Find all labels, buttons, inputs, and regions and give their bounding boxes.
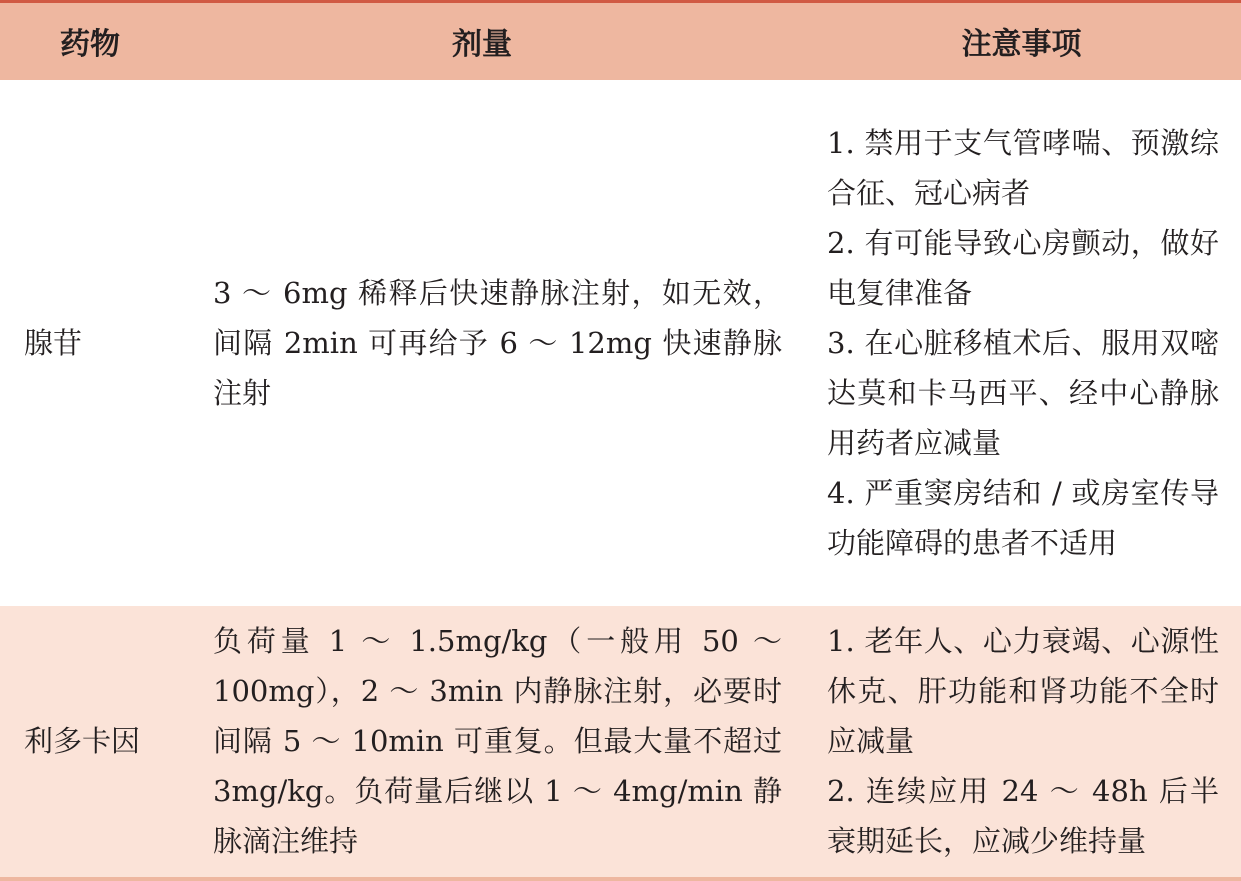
note-item: 2. 有可能导致心房颤动，做好电复律准备 (827, 225, 1219, 310)
drug-dose: 负荷量 1 ～ 1.5mg/kg（一般用 50 ～ 100mg），2 ～ 3min 内静脉注射，必要时间隔 5 ～ 10min 可重复。但最大量不超过 3mg/kg。负荷量后继以 1 ～ 4mg/min 静脉滴注维持 (190, 606, 802, 879)
drug-name: 腺苷 (24, 325, 83, 360)
header-notes: 注意事项 (802, 2, 1241, 80)
header-row (0, 2, 1241, 80)
table-body (0, 80, 1241, 879)
header-drug: 药物 (0, 2, 190, 80)
table-row (0, 606, 1241, 879)
note-item: 2. 连续应用 24 ～ 48h 后半衰期延长，应减少维持量 (827, 774, 1219, 858)
note-item: 4. 严重窦房结和 / 或房室传导功能障碍的患者不适用 (827, 475, 1219, 560)
header-dose: 剂量 (190, 2, 802, 80)
note-item: 3. 在心脏移植术后、服用双嘧达莫和卡马西平、经中心静脉用药者应减量 (827, 325, 1219, 460)
drug-name: 利多卡因 (0, 606, 190, 879)
table-header (0, 2, 1241, 80)
drug-notes (802, 606, 1241, 879)
drug-dose: 3 ～ 6mg 稀释后快速静脉注射，如无效，间隔 2min 可再给予 6 ～ 12mg 快速静脉注射 (213, 275, 782, 410)
table-row (0, 80, 1241, 606)
drug-notes (802, 80, 1241, 606)
note-item: 1. 禁用于支气管哮喘、预激综合征、冠心病者 (827, 125, 1219, 210)
note-item: 1. 老年人、心力衰竭、心源性休克、肝功能和肾功能不全时应减量 (827, 624, 1219, 758)
